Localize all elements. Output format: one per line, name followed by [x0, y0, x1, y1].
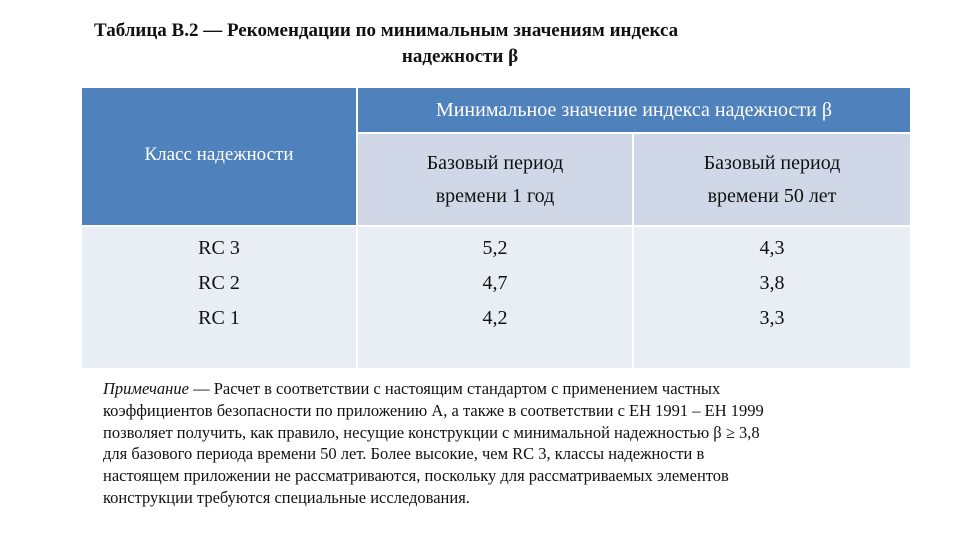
table-cell-class: RC 3: [198, 237, 240, 259]
subheader-50-years-line-1: Базовый период: [703, 151, 841, 174]
table-cell-50-years: 3,8: [759, 272, 785, 294]
note-line-3: позволяет получить, как правило, несущие конструкции с минимальной надежностью β ≥ 3,8: [103, 422, 760, 442]
header-reliability-class: Класс надежности: [82, 88, 356, 225]
table-cell-50-years: 3,3: [759, 307, 785, 329]
table-cell-class: RC 2: [198, 272, 240, 294]
table-cell-50-years: 4,3: [759, 237, 785, 259]
table-cell-1-year: 4,2: [482, 307, 508, 329]
subheader-1-year: [358, 134, 632, 225]
note-line-1: [103, 378, 923, 400]
column-1-year: [358, 227, 632, 368]
table-note: [103, 378, 923, 509]
note-line-5: настоящем приложении не рассматриваются, поскольку для рассматриваемых элементов: [103, 466, 729, 486]
table-cell-1-year: 4,7: [482, 272, 508, 294]
subheader-50-years: [634, 134, 910, 225]
subheader-1-year-line-1: Базовый период: [426, 151, 564, 174]
note-line-2: коэффициентов безопасности по приложению А, а также в соответствии с ЕН 1991 – ЕН 1999: [103, 400, 764, 420]
table-title: [60, 18, 900, 70]
title-line-2: надежности β: [401, 46, 519, 67]
title-line-1: Таблица В.2 — Рекомендации по минимальным значениям индекса: [94, 20, 679, 41]
column-50-years: [634, 227, 910, 368]
subheader-1-year-line-2: времени 1 год: [435, 184, 555, 207]
note-label: Примечание: [103, 379, 189, 398]
column-reliability-class: [82, 227, 356, 368]
table-cell-class: RC 1: [198, 307, 240, 329]
note-line-4: для базового периода времени 50 лет. Более высокие, чем RC 3, классы надежности в: [103, 444, 705, 464]
note-line-6: конструкции требуются специальные исследования.: [103, 487, 470, 507]
subheader-50-years-line-2: времени 50 лет: [707, 184, 837, 207]
table-cell-1-year: 5,2: [482, 237, 508, 259]
reliability-table: [82, 88, 910, 368]
header-min-index-group: Минимальное значение индекса надежности β: [358, 88, 910, 132]
note-line-1-text: — Расчет в соответствии с настоящим стандартом с применением частных: [188, 379, 721, 398]
